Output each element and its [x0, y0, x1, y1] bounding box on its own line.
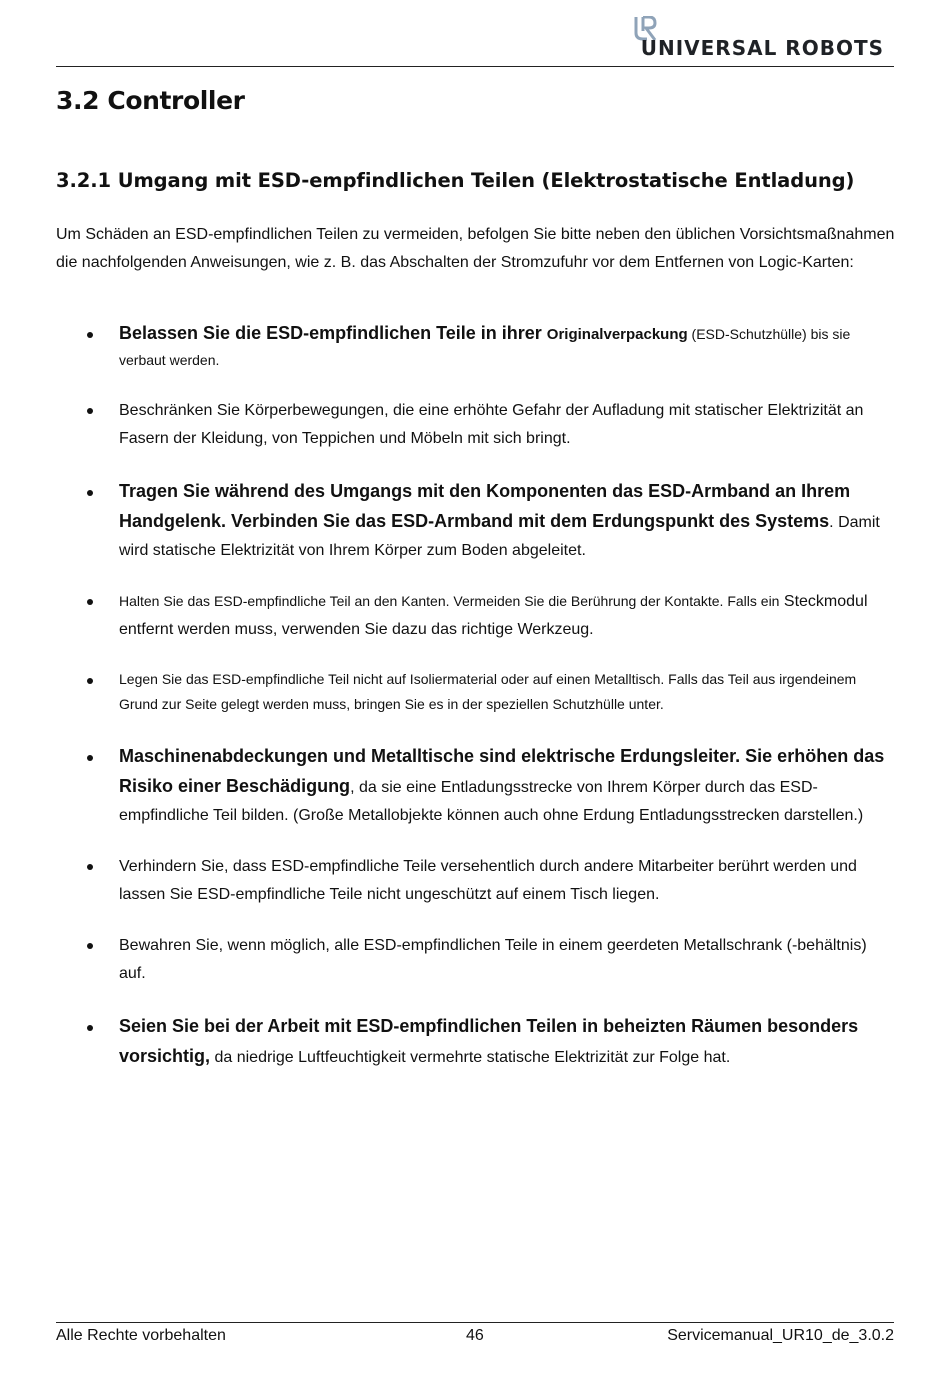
brand-name: UNIVERSAL ROBOTS	[640, 36, 884, 60]
bullet-text: , da sie eine Entladungsstrecke von Ihrem Körper durch das ESD-empfindliche Teil bilden. (Große Metallobjekte können auch ohne Erdung Entladungsstrecken darstellen.)	[119, 779, 864, 824]
brand-logo	[634, 16, 884, 60]
bullet-icon	[87, 408, 93, 414]
page-footer	[56, 1322, 894, 1353]
bullet-small-text: Halten Sie das ESD-empfindliche Teil an den Kanten. Vermeiden Sie die Berührung der Kontakte. Falls ein	[119, 593, 780, 609]
bullet-text: Bewahren Sie, wenn möglich, alle ESD-empfindlichen Teile in einem geerdeten Metallschrank (-behältnis) auf.	[119, 937, 867, 982]
list-item	[56, 1011, 896, 1072]
bullet-icon	[87, 864, 93, 870]
subsection-title: 3.2.1 Umgang mit ESD-empfindlichen Teilen (Elektrostatische Entladung)	[56, 169, 855, 192]
bullet-icon	[87, 1025, 93, 1031]
bullet-icon	[87, 943, 93, 949]
bullet-icon	[87, 332, 93, 338]
bullet-text: . Damit wird statische Elektrizität von Ihrem Körper zum Boden abgeleitet.	[119, 514, 880, 559]
copyright-text: Alle Rechte vorbehalten	[56, 1327, 226, 1344]
bullet-text: Beschränken Sie Körperbewegungen, die eine erhöhte Gefahr der Aufladung mit statischer Elektrizität an Fasern der Kleidung, von Teppichen und Möbeln mit sich bringt.	[119, 402, 864, 447]
bullet-bold-text: Tragen Sie während des Umgangs mit den Komponenten das ESD-Armband an Ihrem Handgelenk. Verbinden Sie das ESD-Armband mit dem Erdungspunkt des Systems	[119, 481, 851, 531]
bullet-bold-text: Seien Sie bei der Arbeit mit ESD-empfindlichen Teilen in beheizten Räumen besonders vorsichtig,	[119, 1016, 859, 1066]
bullet-bold-text: Maschinenabdeckungen und Metalltische sind elektrische Erdungsleiter. Sie erhöhen das Risiko einer Beschädigung	[119, 746, 885, 796]
list-item	[56, 667, 896, 717]
intro-paragraph: Um Schäden an ESD-empfindlichen Teilen zu vermeiden, befolgen Sie bitte neben den üblichen Vorsichtsmaßnahmen die nachfolgenden Anweisungen, wie z. B. das Abschalten der Stromzufuhr vor dem Entfernen von Logic-Karten:	[56, 226, 895, 271]
page-header	[56, 14, 894, 67]
bullet-bold-text: Belassen Sie die ESD-empfindlichen Teile in ihrer	[119, 323, 547, 343]
bullet-icon	[87, 599, 93, 605]
bullet-bold-small-text: Originalverpackung	[546, 326, 688, 343]
bullet-icon	[87, 755, 93, 761]
list-item	[56, 318, 896, 373]
list-item	[56, 588, 896, 643]
esd-instructions-list	[56, 318, 896, 1096]
page-number: 46	[466, 1327, 484, 1344]
bullet-icon	[87, 678, 93, 684]
section-title: 3.2 Controller	[56, 86, 245, 115]
bullet-text: Steckmodul entfernt werden muss, verwenden Sie dazu das richtige Werkzeug.	[119, 593, 868, 638]
list-item	[56, 932, 896, 987]
list-item	[56, 476, 896, 564]
bullet-icon	[87, 490, 93, 496]
bullet-small-text: Legen Sie das ESD-empfindliche Teil nicht auf Isoliermaterial oder auf einen Metalltisch. Falls das Teil aus irgendeinem Grund zur Seite gelegt werden muss, bringen Sie es in der speziellen Schutzhülle unter.	[119, 671, 857, 712]
bullet-text: (ESD-Schutzhülle) bis sie verbaut werden.	[119, 326, 851, 368]
list-item	[56, 397, 896, 452]
bullet-text: Verhindern Sie, dass ESD-empfindliche Teile versehentlich durch andere Mitarbeiter berührt werden und lassen Sie ESD-empfindliche Teile nicht ungeschützt auf einem Tisch liegen.	[119, 858, 857, 903]
list-item	[56, 741, 896, 829]
list-item	[56, 853, 896, 908]
bullet-text: da niedrige Luftfeuchtigkeit vermehrte statische Elektrizität zur Folge hat.	[210, 1049, 731, 1066]
document-id: Servicemanual_UR10_de_3.0.2	[667, 1327, 894, 1344]
